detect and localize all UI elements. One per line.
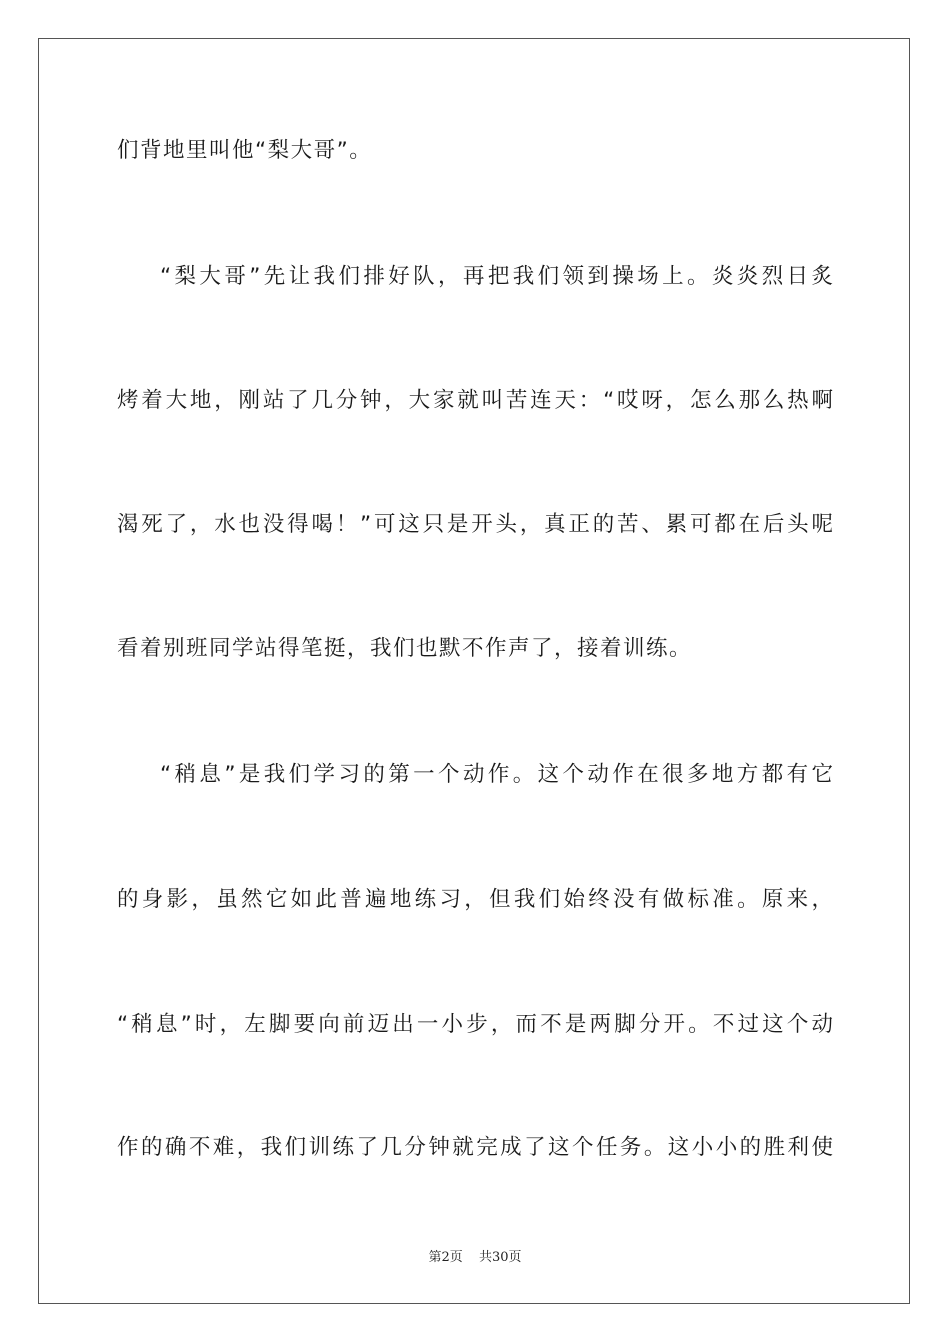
page-total: 共30页 [478,1250,522,1265]
paragraph-line-4: 渴死了，水也没得喝！”可这只是开头，真正的苦、累可都在后头呢 [117,512,833,537]
paragraph-line-2: “梨大哥”先让我们排好队，再把我们领到操场上。炎炎烈日炙 [160,264,833,289]
page-border [38,38,910,1304]
paragraph-line-1: 们背地里叫他“梨大哥”。 [117,138,373,163]
paragraph-line-6: “稍息”是我们学习的第一个动作。这个动作在很多地方都有它 [160,762,833,787]
paragraph-line-8: “稍息”时，左脚要向前迈出一小步，而不是两脚分开。不过这个动 [117,1012,833,1037]
page-footer [0,1246,950,1265]
paragraph-line-7: 的身影，虽然它如此普遍地练习，但我们始终没有做标准。原来， [117,887,833,912]
paragraph-line-9: 作的确不难，我们训练了几分钟就完成了这个任务。这小小的胜利使 [117,1135,833,1160]
paragraph-line-3: 烤着大地，刚站了几分钟，大家就叫苦连天：“哎呀，怎么那么热啊 [117,388,833,413]
page-number: 第2页 [428,1250,463,1265]
paragraph-line-5: 看着别班同学站得笔挺，我们也默不作声了，接着训练。 [117,636,693,661]
